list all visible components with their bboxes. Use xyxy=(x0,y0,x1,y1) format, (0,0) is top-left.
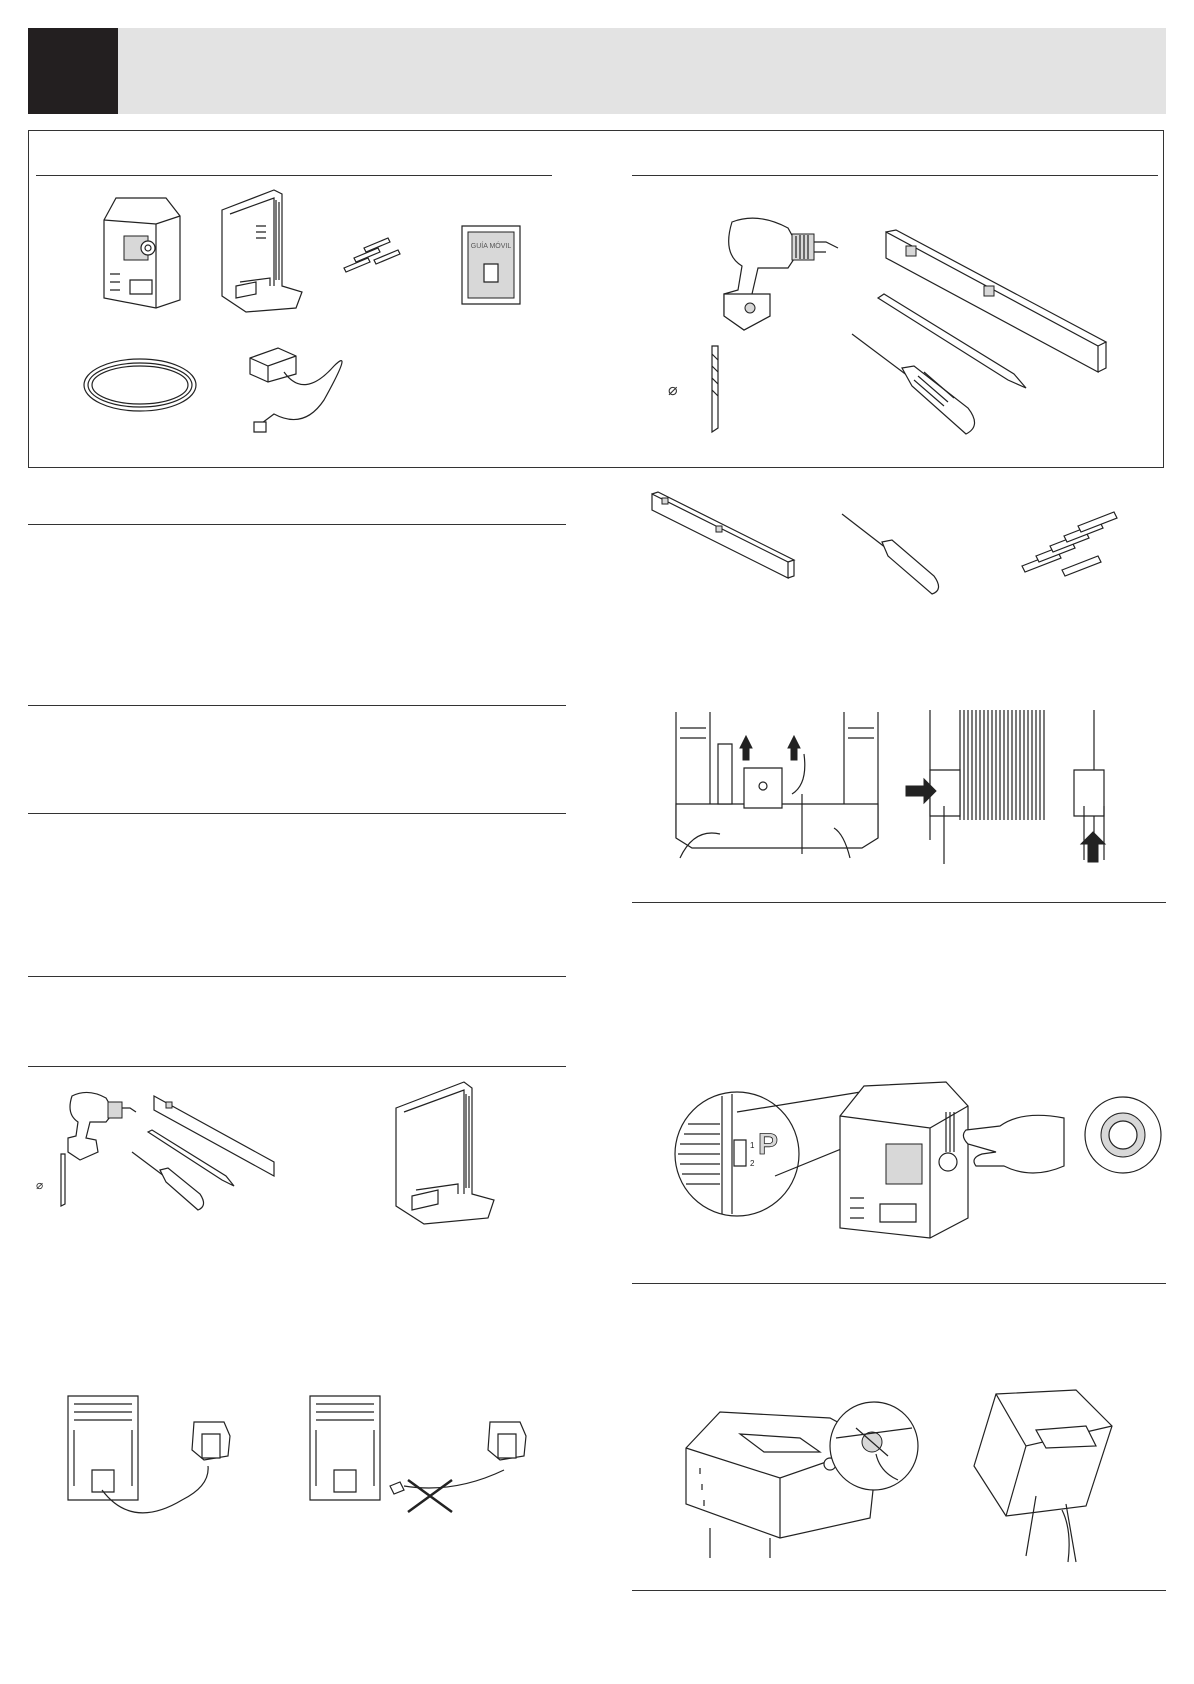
section-rule-right-1 xyxy=(632,902,1166,903)
section-rule-2 xyxy=(28,705,566,706)
power-adapter-icon xyxy=(244,340,364,440)
section-rule-1 xyxy=(28,524,566,525)
switch-label-top: 1 xyxy=(750,1141,755,1150)
drill-bit-small-icon xyxy=(58,1152,68,1208)
manual-cover-title: GUÍA MÓVIL xyxy=(470,243,512,250)
mode-letter: P xyxy=(758,1128,779,1161)
device-tilted-icon xyxy=(966,1386,1116,1566)
section-rule-right-2 xyxy=(632,1283,1166,1284)
section-rule-4 xyxy=(28,976,566,977)
cable-detail-icon xyxy=(826,1398,922,1494)
screwdriver-icon xyxy=(848,330,988,440)
button-ring-icon xyxy=(1082,1094,1164,1176)
device-icon xyxy=(96,190,186,315)
wall-plugs-icon xyxy=(340,234,402,274)
cross-icon xyxy=(404,1476,456,1516)
drill-icon xyxy=(718,210,858,360)
manual-icon xyxy=(458,222,524,308)
section-rule-3 xyxy=(28,813,566,814)
cable-coil-icon xyxy=(80,354,200,416)
level-right-icon xyxy=(648,490,798,590)
contents-rule xyxy=(36,175,552,176)
wall-bracket-small-icon xyxy=(388,1078,500,1228)
section-rule-right-3 xyxy=(632,1590,1166,1591)
drill-bit-diameter-symbol: ⌀ xyxy=(668,382,678,399)
screwdriver-right-icon xyxy=(838,510,948,596)
header-band xyxy=(28,28,1166,114)
drill-bit-icon xyxy=(706,344,726,434)
wall-bracket-icon xyxy=(216,186,306,316)
hand-icon xyxy=(960,1104,1070,1184)
tools-rule xyxy=(632,175,1158,176)
switch-label-bottom: 2 xyxy=(750,1159,755,1168)
wall-plugs-right-icon xyxy=(1018,510,1128,580)
device-press-icon xyxy=(836,1078,976,1258)
screwdriver-small-icon xyxy=(130,1150,210,1214)
drill-bit-small-diameter: ⌀ xyxy=(36,1178,44,1192)
section-rule-5 xyxy=(28,1066,566,1067)
bracket-rear-icon xyxy=(904,706,1114,866)
header-block xyxy=(28,28,118,114)
bracket-bottom-icon xyxy=(672,708,882,868)
bracket-with-adapter-icon xyxy=(62,1390,276,1530)
